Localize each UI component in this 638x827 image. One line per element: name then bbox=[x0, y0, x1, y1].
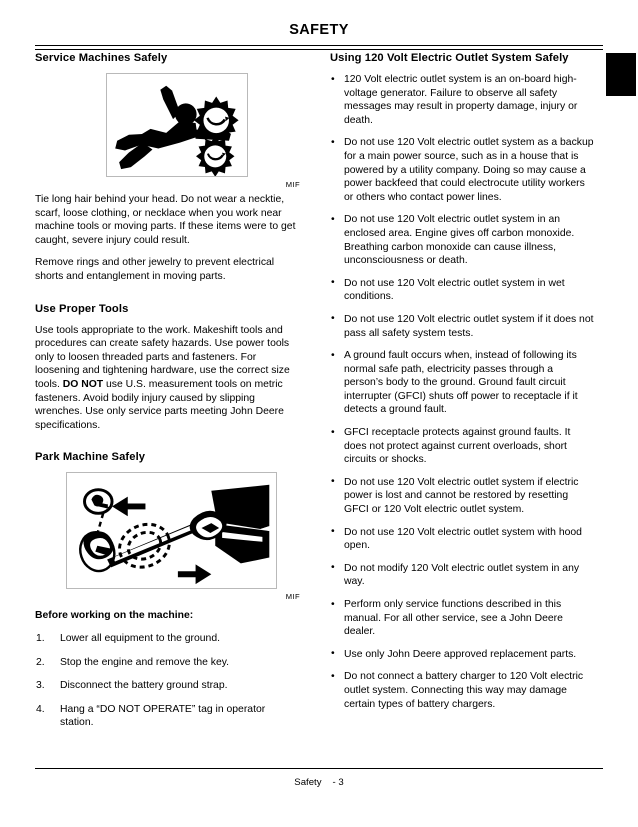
lead-in-before-working: Before working on the machine: bbox=[35, 610, 194, 622]
bullet-icon: • bbox=[331, 426, 335, 438]
right-column bbox=[330, 52, 595, 720]
footer-rule bbox=[35, 768, 603, 769]
driveline-key-removal-illustration bbox=[66, 472, 277, 589]
list-item bbox=[330, 598, 595, 639]
page-footer bbox=[0, 777, 638, 788]
list-item-label: Do not use 120 Volt electric outlet system if it does not pass all safety system tests. bbox=[344, 313, 594, 339]
person-caught-in-gears-illustration bbox=[106, 73, 248, 177]
bullet-icon: • bbox=[331, 313, 335, 325]
page-title: SAFETY bbox=[289, 22, 349, 38]
heading-park-machine-safely: Park Machine Safely bbox=[35, 451, 146, 464]
bullet-icon: • bbox=[331, 136, 335, 148]
list-item-label: Do not use 120 Volt electric outlet system as a backup for a main power source, such as in a house that is powered by a utility company. Doing so may cause a power backfeed that could electrocute utility workers or others who contact power lines. bbox=[344, 137, 594, 203]
list-item-label: Do not use 120 Volt electric outlet system with hood open. bbox=[344, 526, 582, 552]
paragraph-use-proper-tools bbox=[35, 324, 300, 433]
list-item bbox=[330, 526, 595, 553]
park-machine-steps-list bbox=[35, 632, 300, 730]
list-item bbox=[330, 476, 595, 517]
list-item bbox=[35, 656, 300, 670]
list-item bbox=[330, 562, 595, 589]
figure-caption: MIF bbox=[285, 180, 300, 189]
proper-tools-emphasis-do-not: DO NOT bbox=[62, 378, 104, 390]
list-item bbox=[330, 313, 595, 340]
paragraph-remove-jewelry: Remove rings and other jewelry to prevent electrical shorts and entanglement in moving parts. bbox=[35, 257, 275, 282]
list-item-label: Do not modify 120 Volt electric outlet system in any way. bbox=[344, 562, 580, 588]
list-item-label: Disconnect the battery ground strap. bbox=[60, 680, 228, 692]
list-item-label: Use only John Deere approved replacement parts. bbox=[344, 648, 577, 660]
list-item-label: Lower all equipment to the ground. bbox=[60, 632, 221, 644]
list-item-label: Do not use 120 Volt electric outlet system in an enclosed area. Engine gives off carbon monoxide. Breathing carbon monoxide can cause illness, unconsciousness or death. bbox=[344, 214, 575, 267]
list-item-label: GFCI receptacle protects against ground faults. It does not protect against current overloads, short circuits or shocks. bbox=[344, 427, 571, 466]
bullet-icon: • bbox=[331, 526, 335, 538]
bullet-icon: • bbox=[331, 598, 335, 610]
list-item bbox=[35, 703, 300, 730]
bullet-icon: • bbox=[331, 277, 335, 289]
paragraph-hair-clothing: Tie long hair behind your head. Do not wear a necktie, scarf, loose clothing, or necklace when you work near machine tools or moving parts. If these items were to get caught, severe injury could result. bbox=[35, 194, 296, 246]
left-column bbox=[35, 52, 300, 740]
list-item bbox=[35, 679, 300, 693]
figure-service-machines-safely bbox=[35, 73, 300, 189]
list-item bbox=[330, 213, 595, 267]
list-item bbox=[35, 632, 300, 646]
list-item-label: Hang a “DO NOT OPERATE” tag in operator station. bbox=[60, 703, 266, 729]
list-item-number: 1. bbox=[36, 632, 45, 644]
list-item-number: 4. bbox=[36, 703, 45, 715]
footer-page-number: - 3 bbox=[332, 777, 344, 788]
list-item bbox=[330, 670, 595, 711]
list-item-number: 2. bbox=[36, 656, 45, 668]
figure-park-machine-safely bbox=[35, 472, 300, 601]
list-item-label: Perform only service functions described in this manual. For all other service, see a John Deere dealer. bbox=[344, 599, 563, 638]
list-item bbox=[330, 73, 595, 127]
list-item-label: Stop the engine and remove the key. bbox=[60, 656, 230, 668]
proper-tools-text-part2: use U.S. measurement tools on metric fasteners. Avoid bodily injury caused by slipping wrenches. Use only service parts meeting John Deere specifications. bbox=[35, 378, 284, 431]
list-item-label: 120 Volt electric outlet system is an on-board high-voltage generator. Failure to observe all safety messages may result in property damage, injury or death. bbox=[344, 74, 578, 126]
list-item bbox=[330, 277, 595, 304]
list-item-label: Do not connect a battery charger to 120 Volt electric outlet system. Connecting this way may damage certain types of battery chargers. bbox=[344, 671, 584, 710]
bullet-icon: • bbox=[331, 213, 335, 225]
bullet-icon: • bbox=[331, 476, 335, 488]
heading-service-machines-safely: Service Machines Safely bbox=[35, 52, 168, 64]
list-item bbox=[330, 426, 595, 467]
heading-using-120-volt-outlet-system-safely: Using 120 Volt Electric Outlet System Safely bbox=[330, 52, 569, 64]
bullet-icon: • bbox=[331, 648, 335, 660]
safety-thumb-tab bbox=[606, 53, 636, 96]
list-item bbox=[330, 136, 595, 204]
list-item-label: A ground fault occurs when, instead of following its normal safe path, electricity passes through a person’s body to the ground. Ground fault circuit interrupter (GFCI) shuts off power to receptacle if it detects a ground fault. bbox=[344, 350, 578, 416]
bullet-icon: • bbox=[331, 349, 335, 361]
footer-section-label: Safety bbox=[294, 777, 322, 788]
list-item bbox=[330, 349, 595, 417]
electric-outlet-safety-bullet-list bbox=[330, 73, 595, 711]
bullet-icon: • bbox=[331, 670, 335, 682]
list-item-number: 3. bbox=[36, 680, 45, 692]
proper-tools-text-part1: Use tools appropriate to the work. Makeshift tools and procedures can create safety hazards. Use power tools only to loosen threaded parts and fasteners. For loosening and tightening hardware, use the correct size tools. bbox=[35, 324, 290, 390]
list-item bbox=[330, 648, 595, 662]
list-item-label: Do not use 120 Volt electric outlet system if electric power is lost and cannot be restored by resetting GFCI or 120 Volt electric outlet system. bbox=[344, 476, 579, 516]
figure-caption: MIF bbox=[285, 592, 300, 602]
list-item-label: Do not use 120 Volt electric outlet system in wet conditions. bbox=[344, 277, 565, 303]
header-rule bbox=[35, 45, 603, 50]
heading-use-proper-tools: Use Proper Tools bbox=[35, 302, 129, 315]
bullet-icon: • bbox=[331, 562, 335, 574]
bullet-icon: • bbox=[331, 73, 335, 85]
